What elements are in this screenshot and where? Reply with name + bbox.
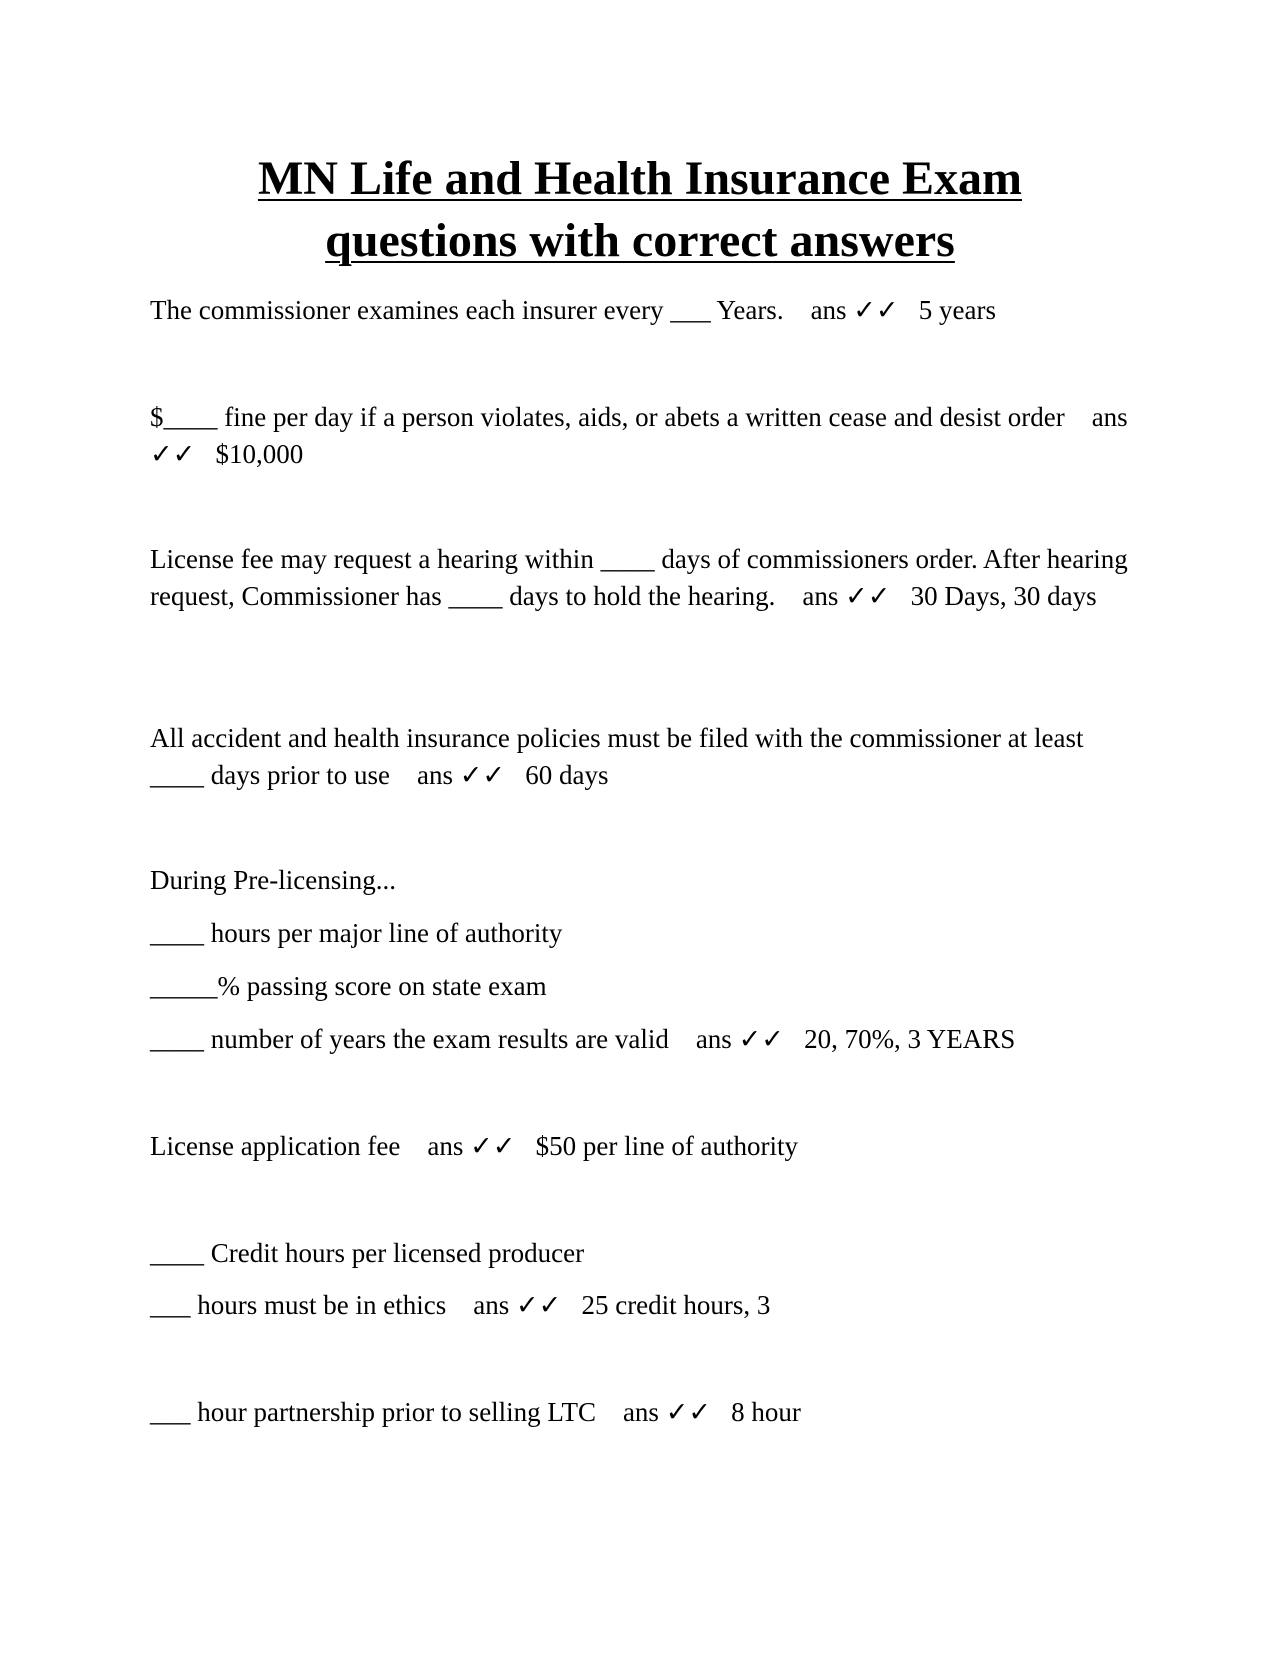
title-line-1: MN Life and Health Insurance Exam: [257, 152, 1022, 205]
title-line-2: questions with correct answers: [325, 214, 955, 267]
question-prelicensing-heading: During Pre-licensing...: [150, 865, 396, 895]
question-prelicensing-hours: ____ hours per major line of authority: [150, 918, 563, 948]
question-credit-hours: ____ Credit hours per licensed producer: [150, 1238, 585, 1268]
question-policy-filing: All accident and health insurance policies must be filed with the commissioner at least ____ days prior to use ans ✓✓ 60 days: [150, 723, 1091, 790]
question-cease-desist-fine: $____ fine per day if a person violates, aids, or abets a written cease and desist order ans ✓✓ $10,000: [150, 402, 1135, 469]
document-title: [150, 148, 1130, 272]
question-hearing-request: License fee may request a hearing within ____ days of commissioners order. After hearing request, Commissioner has ____ days to hold the hearing. ans ✓✓ 30 Days, 30 days: [150, 544, 1135, 611]
question-commissioner-exam: The commissioner examines each insurer every ___ Years. ans ✓✓ 5 years: [150, 295, 997, 325]
question-ltc-partnership: ___ hour partnership prior to selling LTC ans ✓✓ 8 hour: [150, 1397, 801, 1427]
question-exam-validity: ____ number of years the exam results are valid ans ✓✓ 20, 70%, 3 YEARS: [150, 1024, 1016, 1054]
question-ethics-hours: ___ hours must be in ethics ans ✓✓ 25 credit hours, 3: [150, 1290, 771, 1320]
question-passing-score: _____% passing score on state exam: [150, 971, 547, 1001]
question-application-fee: License application fee ans ✓✓ $50 per line of authority: [150, 1131, 799, 1161]
